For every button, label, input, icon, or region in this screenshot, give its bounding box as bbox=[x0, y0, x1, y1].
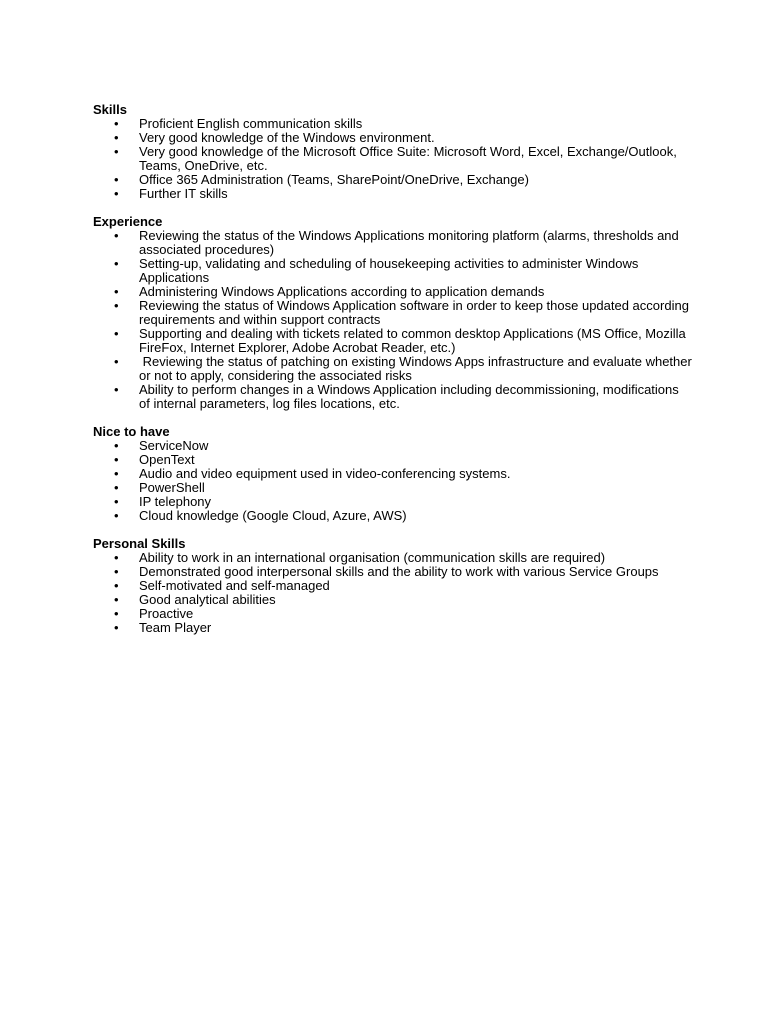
list-item bbox=[93, 565, 693, 579]
list-item-text: Team Player bbox=[139, 620, 212, 635]
list-item bbox=[93, 495, 693, 509]
list-item bbox=[93, 299, 693, 327]
list-item bbox=[93, 173, 693, 187]
list-item bbox=[93, 354, 696, 383]
list-item bbox=[93, 467, 693, 481]
list-item bbox=[93, 229, 693, 257]
list-item bbox=[93, 621, 693, 635]
list-item-text: Proactive bbox=[139, 606, 194, 621]
list-item-text: Reviewing the status of Windows Application software in order to keep those updated according requirements and within support contracts bbox=[139, 298, 693, 327]
list-item-text: PowerShell bbox=[139, 480, 205, 495]
section-heading: Nice to have bbox=[93, 424, 170, 439]
list-item bbox=[93, 453, 693, 467]
list-item-text: IP telephony bbox=[139, 494, 212, 509]
list-item-text: Setting-up, validating and scheduling of housekeeping activities to administer Windows Applications bbox=[139, 256, 642, 285]
section-nice-to-have bbox=[93, 425, 693, 523]
list-item-text: Proficient English communication skills bbox=[139, 116, 363, 131]
list-item-text: Good analytical abilities bbox=[139, 592, 276, 607]
list-item-text: OpenText bbox=[139, 452, 195, 467]
section-experience bbox=[93, 214, 696, 411]
list-item-text: Very good knowledge of the Windows environment. bbox=[139, 130, 435, 145]
section-personal-skills bbox=[93, 537, 693, 635]
section-skills bbox=[93, 103, 693, 201]
list-item-text: Reviewing the status of patching on existing Windows Apps infrastructure and evaluate whether or not to apply, considering the associated risks bbox=[139, 354, 696, 383]
list-item bbox=[93, 509, 693, 523]
list-item bbox=[93, 117, 693, 131]
list-item bbox=[93, 481, 693, 495]
section-heading: Skills bbox=[93, 102, 127, 117]
list-item-text: Ability to perform changes in a Windows Application including decommissioning, modifications of internal parameters, log files locations, etc. bbox=[139, 382, 683, 411]
list-item-text: Cloud knowledge (Google Cloud, Azure, AWS) bbox=[139, 508, 407, 523]
bullet-list bbox=[93, 228, 696, 411]
list-item-text: Reviewing the status of the Windows Applications monitoring platform (alarms, thresholds and associated procedures) bbox=[139, 228, 683, 257]
section-heading: Personal Skills bbox=[93, 536, 186, 551]
list-item bbox=[93, 383, 693, 411]
list-item bbox=[93, 285, 693, 299]
list-item-text: Office 365 Administration (Teams, SharePoint/OneDrive, Exchange) bbox=[139, 172, 529, 187]
list-item-text: Self-motivated and self-managed bbox=[139, 578, 330, 593]
list-item bbox=[93, 607, 693, 621]
list-item-text: Very good knowledge of the Microsoft Office Suite: Microsoft Word, Excel, Exchange/Outlook, Teams, OneDrive, etc. bbox=[139, 144, 681, 173]
list-item bbox=[93, 439, 693, 453]
list-item-text: ServiceNow bbox=[139, 438, 209, 453]
list-item-text: Demonstrated good interpersonal skills and the ability to work with various Service Groups bbox=[139, 564, 659, 579]
list-item bbox=[93, 593, 693, 607]
bullet-list bbox=[93, 551, 693, 635]
list-item bbox=[93, 257, 693, 285]
list-item-text: Supporting and dealing with tickets related to common desktop Applications (MS Office, Mozilla FireFox, Internet Explorer, Adobe Acrobat Reader, etc.) bbox=[139, 326, 690, 355]
document-page bbox=[93, 102, 696, 649]
list-item bbox=[93, 579, 693, 593]
list-item-text: Audio and video equipment used in video-conferencing systems. bbox=[139, 466, 511, 481]
bullet-list bbox=[93, 439, 693, 523]
list-item-text: Further IT skills bbox=[139, 186, 228, 201]
list-item-text: Ability to work in an international organisation (communication skills are required) bbox=[139, 550, 606, 565]
list-item bbox=[93, 187, 693, 201]
bullet-list bbox=[93, 117, 693, 201]
section-heading: Experience bbox=[93, 214, 163, 229]
list-item bbox=[93, 551, 693, 565]
list-item bbox=[93, 327, 693, 355]
list-item bbox=[93, 131, 693, 145]
list-item bbox=[93, 145, 693, 173]
list-item-text: Administering Windows Applications according to application demands bbox=[139, 284, 545, 299]
